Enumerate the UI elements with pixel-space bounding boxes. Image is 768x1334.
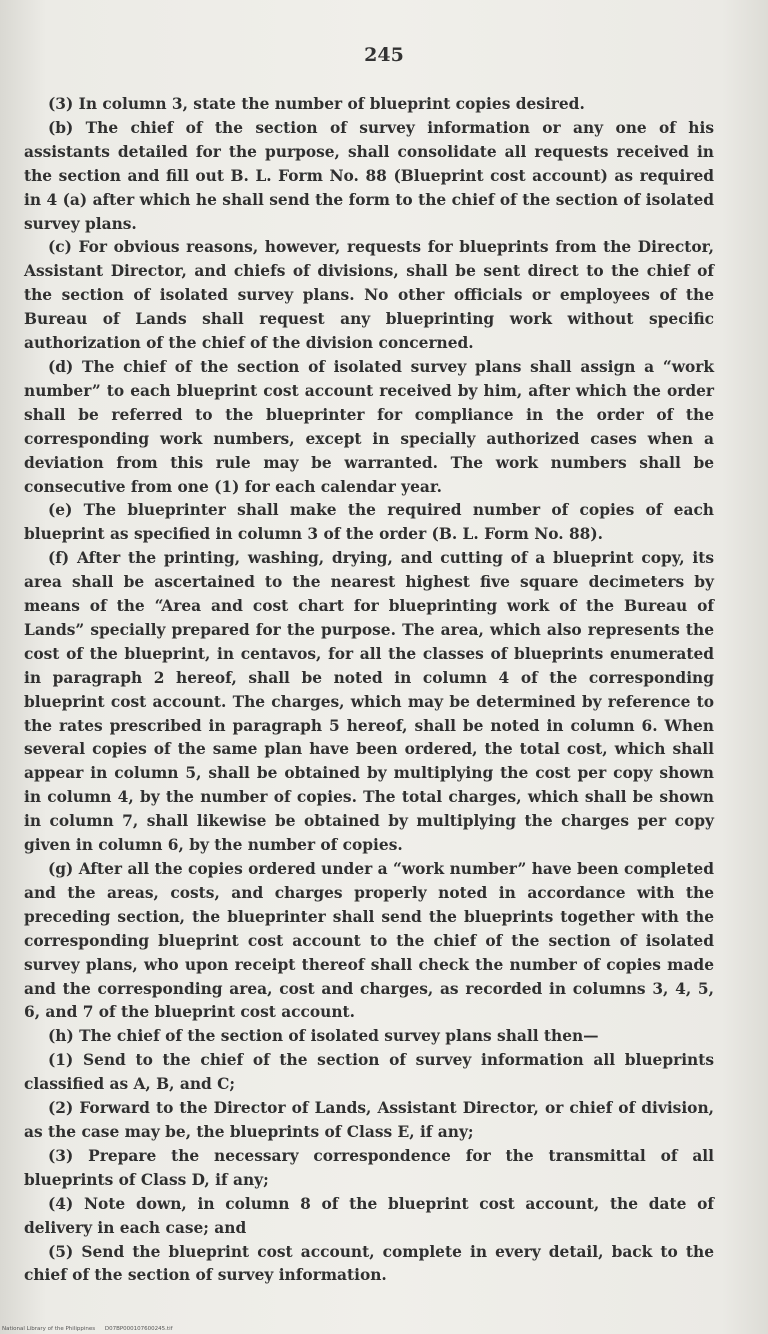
footer-credit [2,1326,181,1332]
paragraph-3: (3) In column 3, state the number of blueprint copies desired. [48,95,585,113]
page-number: 245 [364,44,404,66]
list-item-4: (4) Note down, in column 8 of the blueprint cost account, the date of delivery in each case; and [24,1194,714,1237]
body-text [24,93,714,1288]
paragraph-d: (d) The chief of the section of isolated survey plans shall assign a “work number” to each blueprint cost account received by him, after which the order shall be referred to the blueprinter for compliance in the order of the corresponding work numbers, except in specially authorized cases when a deviation from this rule may be warranted. The work numbers shall be consecutive from one (1) for each calendar year. [24,357,714,496]
paragraph-h: (h) The chief of the section of isolated survey plans shall then— [48,1027,599,1046]
record-id: D07BP000107600245.tif [104,1326,173,1332]
library-name: National Library of the Philippines [2,1326,96,1332]
paragraph-g: (g) After all the copies ordered under a “work number” have been completed and the areas, costs, and charges properly noted in accordance with the preceding section, the blueprinter shall send the blueprints together with the corresponding blueprint cost account to the chief of the section of isolated survey plans, who upon receipt thereof shall check the number of copies made and the corresponding area, cost and charges, as recorded in columns 3, 4, 5, 6, and 7 of the blueprint cost account. [24,860,714,1022]
paragraph-c: (c) For obvious reasons, however, requests for blueprints from the Director, Assistant Director, and chiefs of divisions, shall be sent direct to the chief of the section of isolated survey plans. No other officials or employees of the Bureau of Lands shall request any blueprinting work without specific authorization of the chief of the division concerned. [24,238,714,353]
list-item-3: (3) Prepare the necessary correspondence for the transmittal of all blueprints of Class D, if any; [24,1146,714,1189]
paragraph-b: (b) The chief of the section of survey information or any one of his assistants detailed for the purpose, shall consolidate all requests received in the section and fill out B. L. Form No. 88 (Blueprint cost account) as required in 4 (a) after which he shall send the form to the chief of the section of isolated survey plans. [24,118,714,233]
list-item-5: (5) Send the blueprint cost account, complete in every detail, back to the chief of the section of survey information. [24,1242,714,1285]
paragraph-e: (e) The blueprinter shall make the required number of copies of each blueprint as specified in column 3 of the order (B. L. Form No. 88). [24,501,714,544]
list-item-2: (2) Forward to the Director of Lands, Assistant Director, or chief of division, as the case may be, the blueprints of Class E, if any; [24,1099,714,1141]
list-item-1: (1) Send to the chief of the section of survey information all blueprints classified as A, B, and C; [24,1051,714,1094]
paragraph-f: (f) After the printing, washing, drying, and cutting of a blueprint copy, its area shall be ascertained to the nearest highest five square decimeters by means of the “Area and cost chart for blueprinting work of the Bureau of Lands” specially prepared for the purpose. The area, which also represents the cost of the blueprint, in centavos, for all the classes of blueprints enumerated in paragraph 2 hereof, shall be noted in column 4 of the corresponding blueprint cost account. The charges, which may be determined by reference to the rates prescribed in paragraph 5 hereof, shall be noted in column 6. When several copies of the same plan have been ordered, the total cost, which shall appear in column 5, shall be obtained by multiplying the cost per copy shown in column 4, by the number of copies. The total charges, which shall be shown in column 7, shall likewise be obtained by multiplying the charges per copy given in column 6, by the number of copies. [24,549,714,855]
